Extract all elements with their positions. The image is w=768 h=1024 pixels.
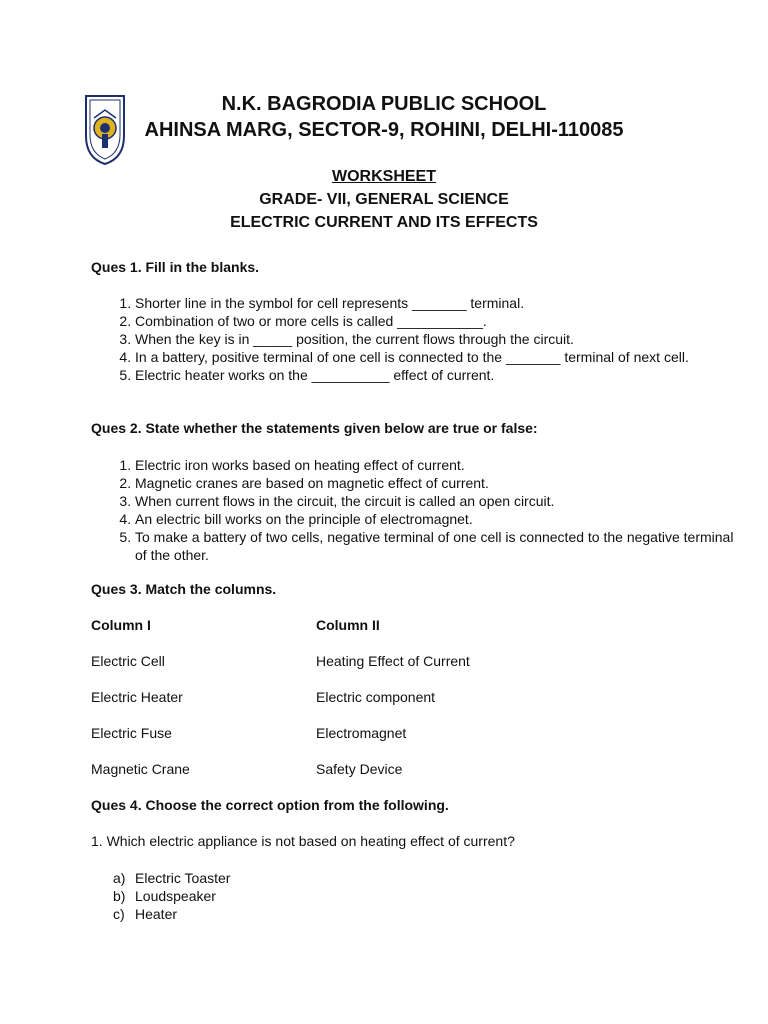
doc-type: WORKSHEET <box>332 168 436 185</box>
option-label: b) <box>113 888 126 904</box>
col2-item: Heating Effect of Current <box>316 653 470 669</box>
q3-title-rest: . Match the columns. <box>137 581 277 597</box>
option-text: Heater <box>135 906 178 922</box>
school-name: N.K. BAGRODIA PUBLIC SCHOOL <box>221 93 547 115</box>
option-item <box>113 869 713 887</box>
q4-title <box>91 797 449 813</box>
q4-title-rest: . Choose the correct option from the following. <box>137 797 449 813</box>
list-item: 3. When the key is in _____ position, the current flows through the circuit. <box>135 330 735 348</box>
q1-title: Ques 1. Fill in the blanks. <box>91 259 260 275</box>
q4-title-prefix: Ques 4 <box>91 797 138 813</box>
col2-item: Electromagnet <box>316 725 407 741</box>
option-label: a) <box>113 870 126 886</box>
school-address: AHINSA MARG, SECTOR-9, ROHINI, DELHI-110085 <box>144 119 624 141</box>
q4-options <box>91 869 713 923</box>
col2-item: Electric component <box>316 689 436 705</box>
q4-question: 1. Which electric appliance is not based on heating effect of current? <box>91 833 515 849</box>
col1-item: Electric Heater <box>91 689 183 705</box>
list-item: 1. Electric iron works based on heating effect of current. <box>135 456 735 474</box>
option-item <box>113 905 713 923</box>
option-item <box>113 887 713 905</box>
col1-item: Electric Cell <box>91 653 165 669</box>
q1-list <box>91 294 735 384</box>
list-item: 5. To make a battery of two cells, negative terminal of one cell is connected to the negative terminal of the other. <box>135 528 735 564</box>
col1-item: Magnetic Crane <box>91 761 190 777</box>
q2-title: Ques 2. State whether the statements given below are true or false: <box>91 420 538 436</box>
worksheet-title <box>0 168 768 186</box>
option-label: c) <box>113 906 125 922</box>
list-item: 4. An electric bill works on the principle of electromagnet. <box>135 510 735 528</box>
column-2-header: Column II <box>316 617 380 633</box>
list-item: 5. Electric heater works on the __________ effect of current. <box>135 366 735 384</box>
q3-title-prefix: Ques 3 <box>91 581 138 597</box>
column-1-header: Column I <box>91 617 151 633</box>
q2-list <box>91 456 735 564</box>
option-text: Loudspeaker <box>135 888 216 904</box>
list-item: 1. Shorter line in the symbol for cell represents _______ terminal. <box>135 294 735 312</box>
list-item: 4. In a battery, positive terminal of one cell is connected to the _______ terminal of next cell. <box>135 348 735 366</box>
list-item: 2. Combination of two or more cells is called ___________. <box>135 312 735 330</box>
list-item: 2. Magnetic cranes are based on magnetic effect of current. <box>135 474 735 492</box>
q3-title <box>91 581 276 597</box>
option-text: Electric Toaster <box>135 870 231 886</box>
topic-line: ELECTRIC CURRENT AND ITS EFFECTS <box>230 214 538 231</box>
col1-item: Electric Fuse <box>91 725 172 741</box>
grade-line: GRADE- VII, GENERAL SCIENCE <box>259 191 509 208</box>
col2-item: Safety Device <box>316 761 403 777</box>
list-item: 3. When current flows in the circuit, the circuit is called an open circuit. <box>135 492 735 510</box>
